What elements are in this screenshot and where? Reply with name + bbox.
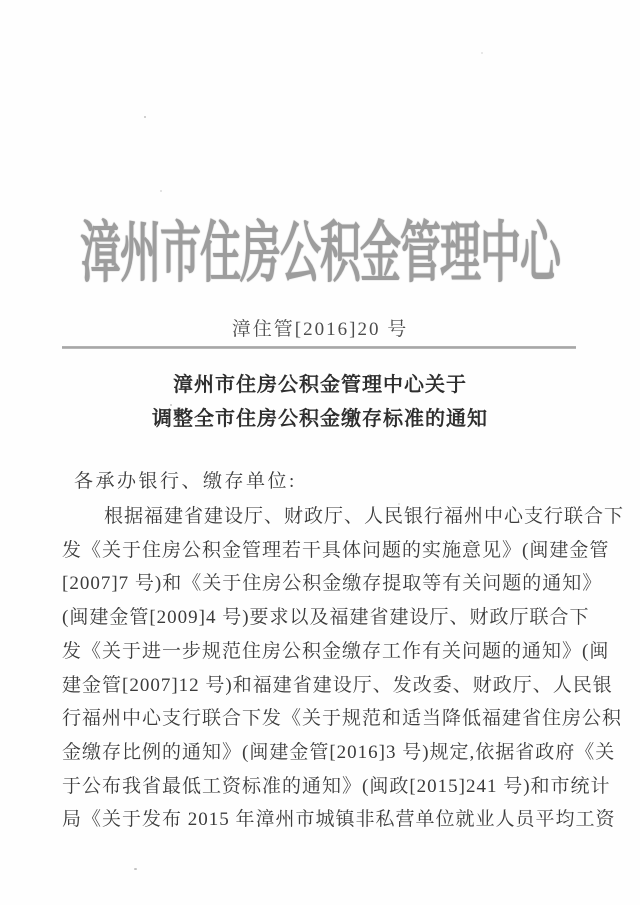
body-line: 发《关于进一步规范住房公积金缴存工作有关问题的通知》(闽 xyxy=(62,640,610,662)
body-line: 根据福建省建设厅、财政厅、人民银行福州中心支行联合下 xyxy=(104,506,625,527)
scan-speck xyxy=(170,404,172,406)
body-paragraph xyxy=(62,500,625,837)
body-line: 建金管[2007]12 号)和福建省建设厅、发改委、财政厅、人民银 xyxy=(62,674,613,696)
body-line: 局《关于发布 2015 年漳州市城镇非私营单位就业人员平均工资 xyxy=(62,809,616,831)
document-title xyxy=(0,368,640,436)
scan-speck xyxy=(134,868,137,870)
salutation-line: 各承办银行、缴存单位: xyxy=(74,471,297,492)
scan-speck xyxy=(144,116,146,118)
scan-speck xyxy=(481,52,483,54)
body-line: 于公布我省最低工资标准的通知》(闽政[2015]241 号)和市统计 xyxy=(62,775,611,797)
document-number: 漳住管[2016]20 号 xyxy=(231,319,409,340)
document-title-line1: 漳州市住房公积金管理中心关于 xyxy=(173,374,467,396)
header-divider-line xyxy=(62,346,576,349)
body-line: 金缴存比例的通知》(闽建金管[2016]3 号)规定,依据省政府《关 xyxy=(62,741,616,763)
scan-speck xyxy=(398,503,400,505)
letterhead-org-name: 漳州市住房公积金管理中心 xyxy=(80,215,560,291)
body-line: [2007]7 号)和《关于住房公积金缴存提取等有关问题的通知》 xyxy=(62,573,603,595)
body-line: 行福州中心支行联合下发《关于规范和适当降低福建省住房公积 xyxy=(62,708,623,730)
body-line: (闽建金管[2009]4 号)要求以及福建省建设厅、财政厅联合下 xyxy=(62,607,590,629)
body-line: 发《关于住房公积金管理若干具体问题的实施意见》(闽建金管 xyxy=(62,539,610,561)
document-title-line2: 调整全市住房公积金缴存标准的通知 xyxy=(152,408,488,430)
scan-speck xyxy=(160,190,162,192)
